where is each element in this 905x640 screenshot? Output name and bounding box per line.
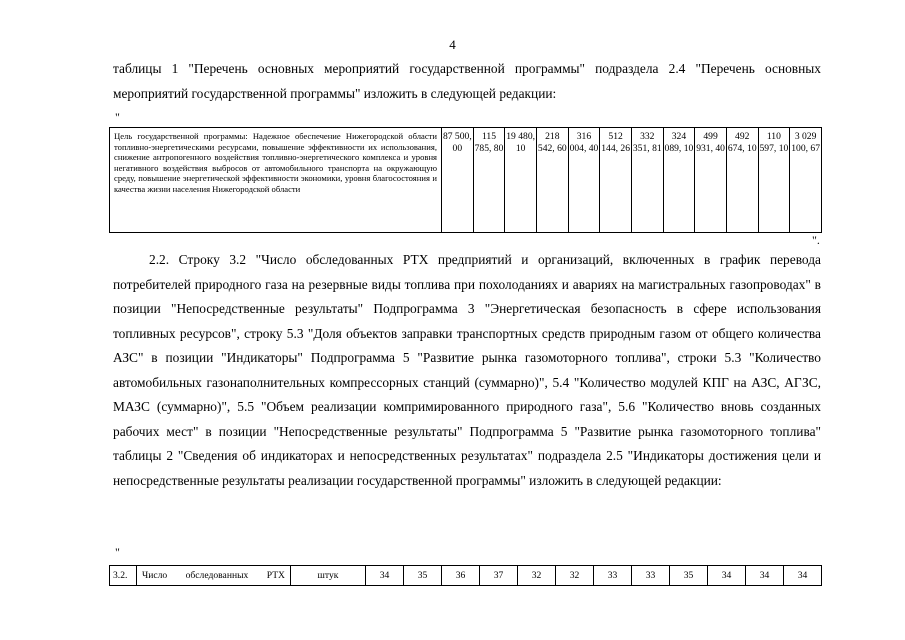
value-cell: 32 [556, 566, 594, 586]
value-cell: 32 [518, 566, 556, 586]
value-cell: 3 029 100, 67 [790, 128, 822, 233]
goal-text: Цель государственной программы: Надежное обеспечение Нижегородской области топливно-энергетическими ресурсами, повышение эффективности их использования, снижение антропогенного воздействия топливно-энергетического комплекса и уровня негативного воздействия выбросов от автомобильного транспорта на окружающую среду, повышение энергетической эффективности экономики, уровня благосостояния и качества жизни населения Нижегородской области [110, 128, 442, 233]
value-cell: 19 480, 10 [505, 128, 537, 233]
value-cell: 34 [746, 566, 784, 586]
row-name: Число обследованных РТХ [137, 566, 291, 586]
opening-quote-2: " [115, 545, 120, 559]
value-cell: 37 [480, 566, 518, 586]
value-cell: 33 [632, 566, 670, 586]
value-cell: 36 [442, 566, 480, 586]
indicator-table [109, 565, 822, 586]
opening-quote: " [115, 110, 120, 124]
value-cell: 324 089, 10 [663, 128, 695, 233]
row-unit: штук [291, 566, 366, 586]
value-cell: 499 931, 40 [695, 128, 727, 233]
main-paragraph: 2.2. Строку 3.2 "Число обследованных РТХ предприятий и организаций, включенных в график перевода потребителей природного газа на резервные виды топлива при похолоданиях и авариях на магистральных газопроводах" в позиции "Непосредственные результаты" Подпрограмма 3 "Энергетическая безопасность в сфере использования топливных ресурсов", строку 5.3 "Доля объектов заправки транспортных средств природным газом от общего количества АЗС" в позиции "Индикаторы" Подпрограмма 5 "Развитие рынка газомоторного топлива", строки 5.3 "Количество автомобильных газонаполнительных компрессорных станций (суммарно)", 5.4 "Количество модулей КПГ на АЗС, АГЗС, МАЗС (суммарно)", 5.5 "Объем реализации компримированного природного газа", 5.6 "Количество вновь созданных рабочих мест" в позиции "Непосредственные результаты" Подпрограмма 5 "Развитие рынка газомоторного топлива" таблицы 2 "Сведения об индикаторах и непосредственных результатах" подраздела 2.5 "Индикаторы достижения цели и непосредственные результаты реализации государственной программы" изложить в следующей редакции: [113, 252, 821, 488]
value-cell: 332 351, 81 [631, 128, 663, 233]
value-cell: 512 144, 26 [600, 128, 632, 233]
intro-paragraph: таблицы 1 "Перечень основных мероприятий государственной программы" подраздела 2.4 "Перечень основных мероприятий государственной программы" изложить в следующей редакции: [113, 61, 821, 101]
value-cell: 87 500, 00 [442, 128, 474, 233]
value-cell: 316 004, 40 [568, 128, 600, 233]
value-cell: 34 [708, 566, 746, 586]
value-cell: 33 [594, 566, 632, 586]
value-cell: 110 597, 10 [758, 128, 790, 233]
program-goal-table [109, 127, 822, 233]
value-cell: 34 [366, 566, 404, 586]
row-code: 3.2. [110, 566, 137, 586]
value-cell: 115 785, 80 [473, 128, 505, 233]
value-cell: 34 [784, 566, 822, 586]
table-row [110, 128, 822, 233]
table-row [110, 566, 822, 586]
value-cell: 492 674, 10 [726, 128, 758, 233]
value-cell: 35 [670, 566, 708, 586]
value-cell: 218 542, 60 [536, 128, 568, 233]
value-cell: 35 [404, 566, 442, 586]
page-number: 4 [449, 37, 456, 52]
closing-quote: ". [812, 233, 820, 247]
